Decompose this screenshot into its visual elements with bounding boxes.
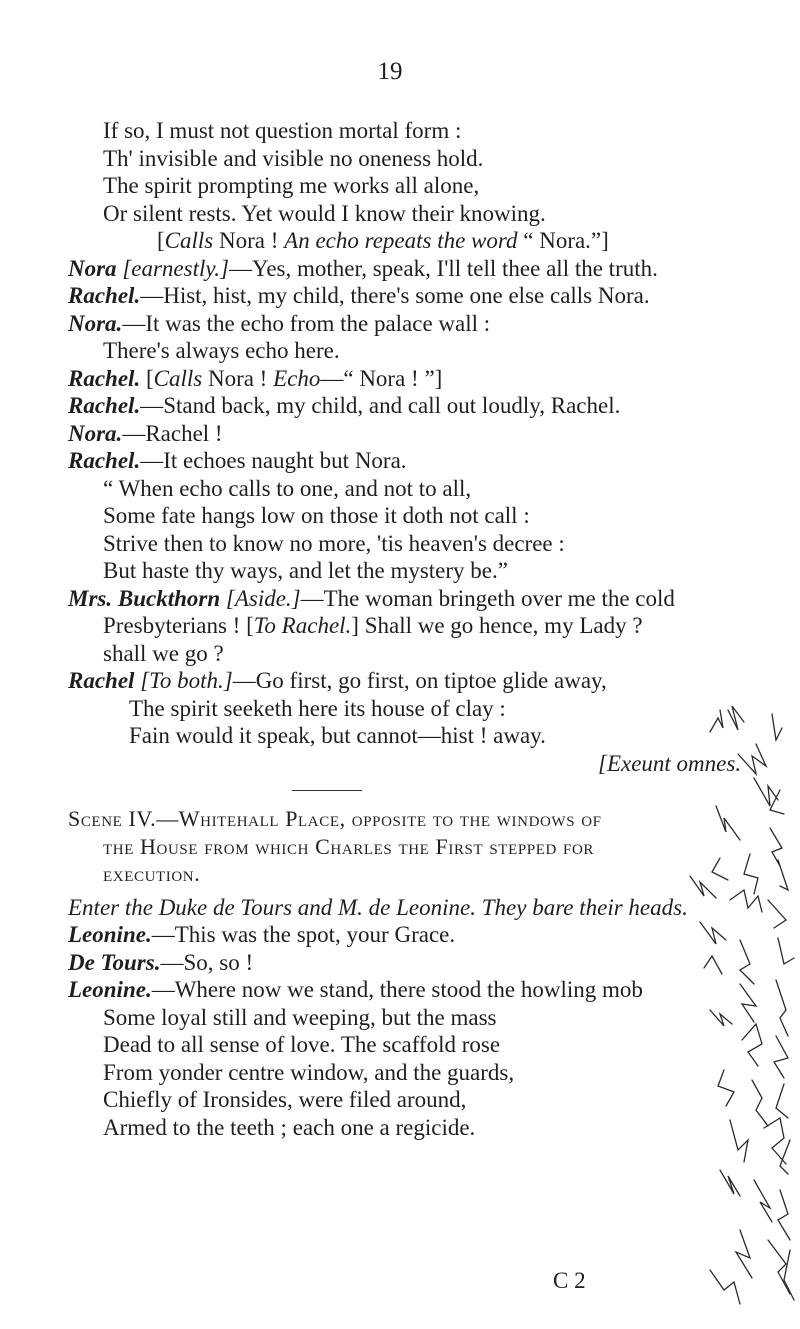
prose-line: shall we go ? (103, 640, 224, 666)
verse-line: But haste thy ways, and let the mystery be.” (103, 558, 508, 583)
speaker-name: Leonine. (68, 977, 152, 1002)
speaker-name: Rachel. (68, 365, 141, 391)
dialogue-line: Rachel. [Calls Nora ! Echo—“ Nora ! ”] (68, 365, 443, 391)
dialogue-line: Rachel.—It echoes naught but Nora. (68, 448, 407, 473)
stage-direction: Enter the Duke de Tours and M. de Leonine. They bare their heads. (68, 894, 688, 920)
verse-line: Strive then to know no more, 'tis heaven's decree : (103, 530, 565, 556)
prose-line: Presbyterians ! [To Rachel.] Shall we go hence, my Lady ? (103, 613, 643, 638)
verse-line: Some fate hangs low on those it doth not call : (103, 503, 530, 528)
verse-line: Fain would it speak, but cannot—hist ! away. (129, 723, 546, 748)
speaker-name: Nora. (68, 420, 123, 446)
dialogue-line: Leonine.—This was the spot, your Grace. (68, 922, 456, 947)
section-divider (292, 790, 362, 791)
verse-line: If so, I must not question mortal form : (103, 118, 462, 143)
speaker-name: Nora. (68, 310, 123, 336)
stage-direction: [Calls Nora ! An echo repeats the word “ Nora.”] (157, 228, 609, 253)
page-number: 19 (377, 58, 403, 85)
verse-line: There's always echo here. (103, 338, 340, 363)
dialogue-line: Rachel.—Stand back, my child, and call out loudly, Rachel. (68, 393, 621, 418)
verse-line: Armed to the teeth ; each one a regicide. (103, 1114, 476, 1140)
verse-line: Some loyal still and weeping, but the mass (103, 1004, 497, 1030)
printer-signature: C 2 (553, 1268, 586, 1293)
dialogue-line: Nora.—It was the echo from the palace wall : (68, 310, 491, 336)
verse-line: The spirit seeketh here its house of clay : (129, 695, 506, 721)
verse-line: Th' invisible and visible no oneness hold. (103, 145, 484, 171)
verse-line: “ When echo calls to one, and not to all, (103, 475, 472, 501)
stage-direction-exeunt: [Exeunt omnes. (598, 750, 742, 776)
speaker-name: Mrs. Buckthorn (68, 585, 221, 611)
dialogue-line: Mrs. Buckthorn [Aside.]—The woman bringeth over me the cold (68, 585, 675, 611)
speaker-name: Nora (68, 255, 117, 281)
verse-line: Or silent rests. Yet would I know their knowing. (103, 200, 546, 226)
dialogue-line: De Tours.—So, so ! (68, 949, 254, 975)
dialogue-line: Leonine.—Where now we stand, there stood the howling mob (68, 977, 643, 1002)
verse-line: Dead to all sense of love. The scaffold rose (103, 1032, 501, 1057)
dialogue-line: Rachel.—Hist, hist, my child, there's some one else calls Nora. (68, 283, 650, 308)
speaker-name: Leonine. (68, 922, 152, 947)
margin-scribbles (680, 650, 800, 1329)
speaker-name: Rachel. (68, 448, 141, 473)
verse-line: From yonder centre window, and the guards, (103, 1059, 515, 1085)
page-text (68, 117, 780, 1141)
speaker-name: Rachel. (68, 393, 141, 418)
dialogue-line: Nora.—Rachel ! (68, 420, 223, 446)
speaker-name: De Tours. (68, 949, 161, 975)
verse-line: Chiefly of Ironsides, were filed around, (103, 1087, 467, 1112)
speaker-name: Rachel. (68, 283, 141, 308)
dialogue-line: Nora [earnestly.]—Yes, mother, speak, I'll tell thee all the truth. (68, 255, 658, 281)
speaker-name: Rachel (68, 668, 135, 693)
dialogue-line: Rachel [To both.]—Go first, go first, on tiptoe glide away, (68, 668, 607, 693)
scene-heading: Scene IV.—Whitehall Place, opposite to the windows of the House from which Charles the First stepped for execution. (68, 806, 602, 886)
verse-line: The spirit prompting me works all alone, (103, 173, 480, 198)
